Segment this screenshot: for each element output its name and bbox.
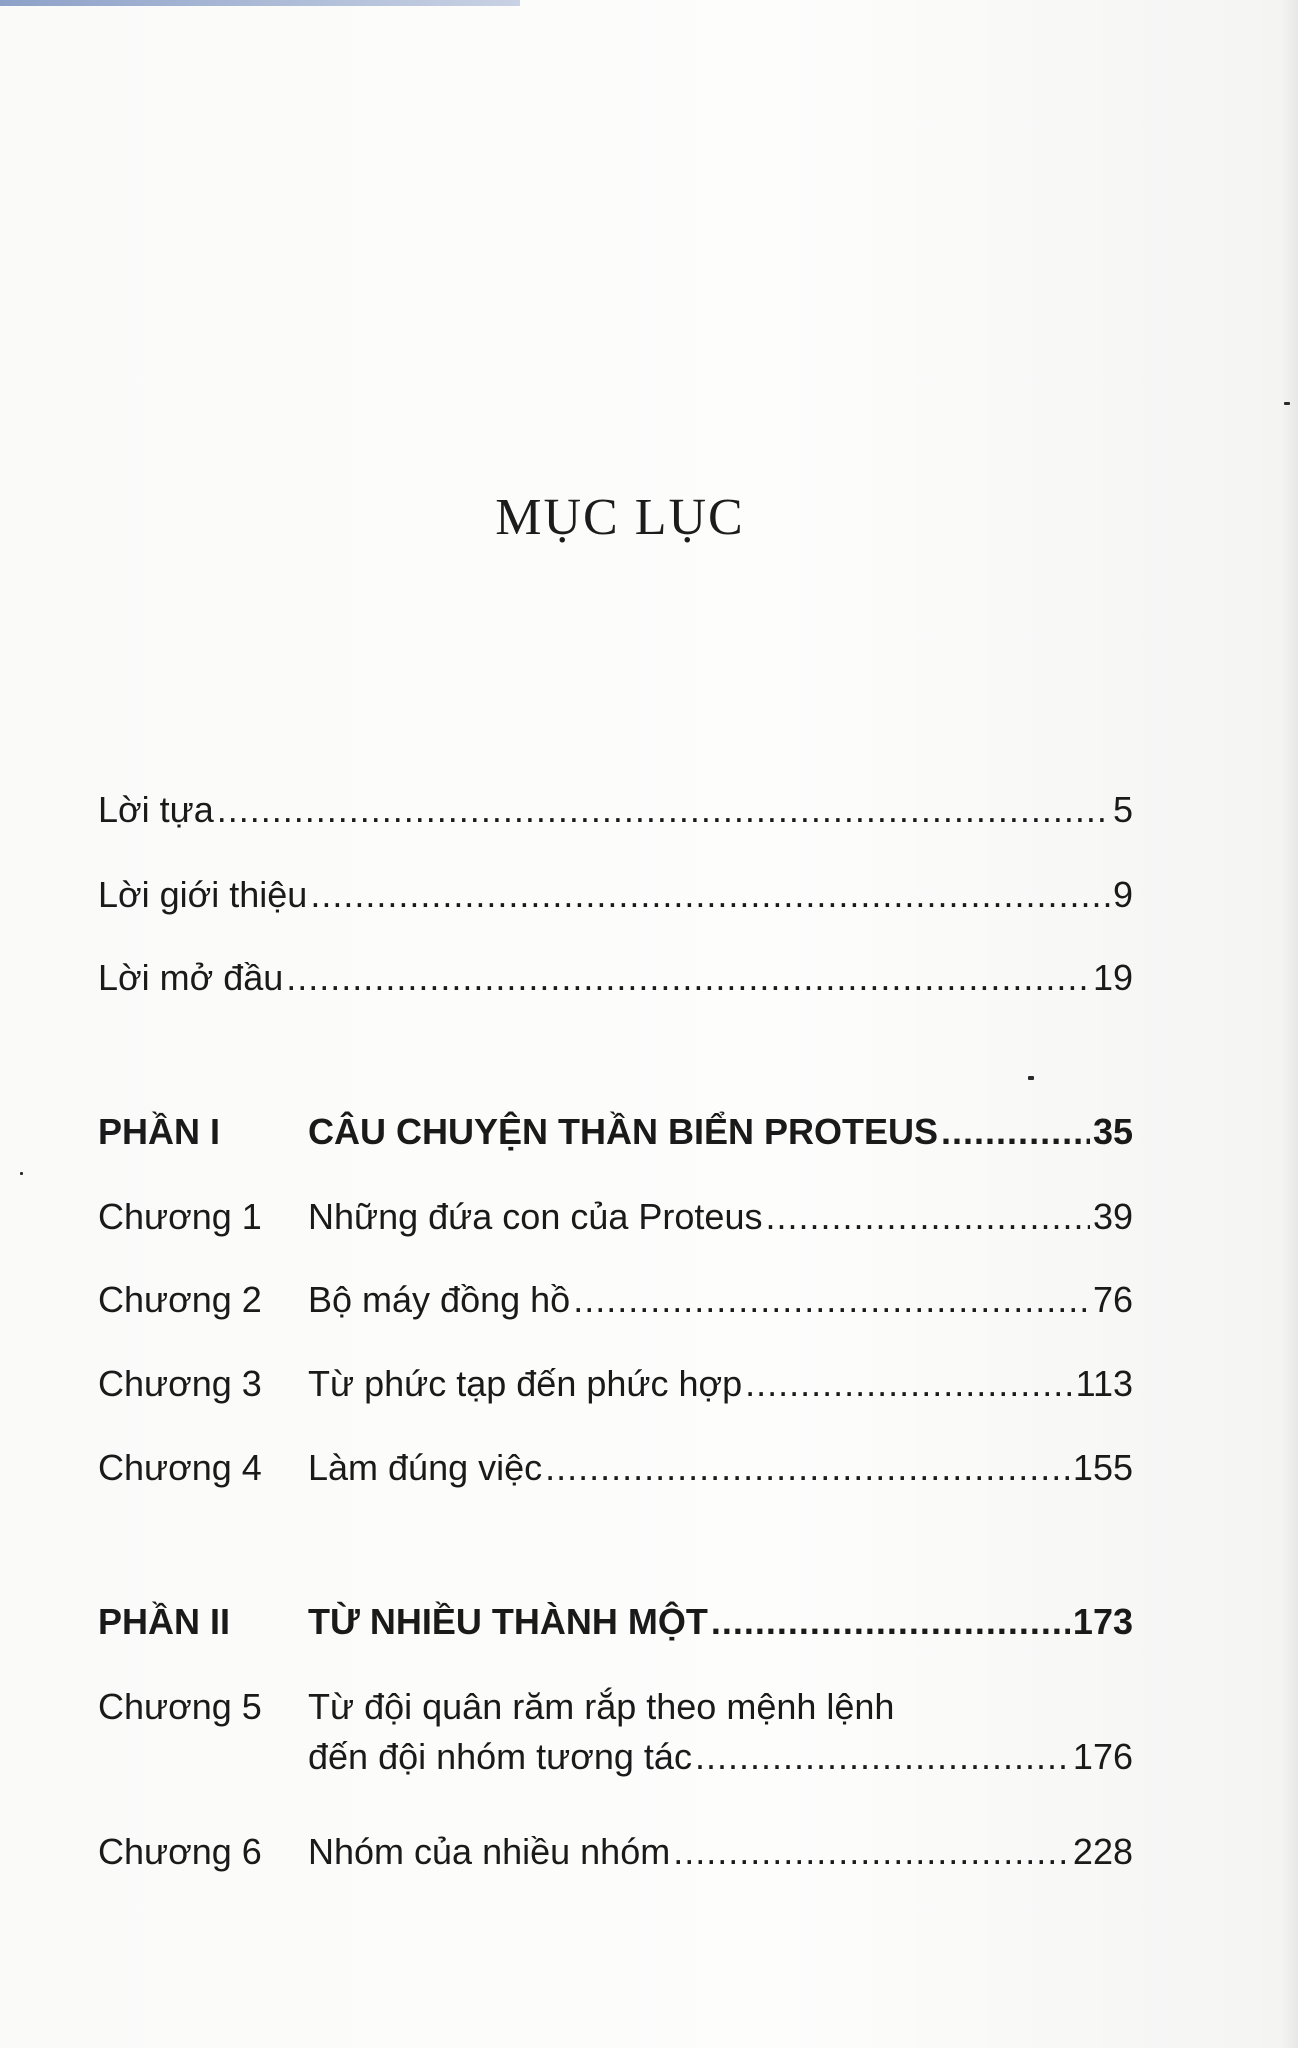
dot-leader [286,956,1090,1000]
toc-part-1[interactable] [98,1110,1133,1154]
toc-entry-loi-tua[interactable] [98,788,1133,832]
dot-leader [673,1830,1070,1874]
print-speck [20,1172,23,1175]
chapter-label: Chương 2 [98,1279,262,1320]
part-label: PHẦN I [98,1111,221,1152]
toc-page-number: 155 [1072,1447,1133,1488]
toc-page-number: 19 [1092,957,1133,998]
toc-page-number: 113 [1075,1363,1133,1404]
page-edge-shadow [1280,0,1298,2048]
chapter-title: Nhóm của nhiều nhóm [308,1831,671,1872]
toc-chapter-1[interactable] [98,1195,1133,1239]
part-title: CÂU CHUYỆN THẦN BIỂN PROTEUS [308,1111,939,1152]
chapter-title: Bộ máy đồng hồ [308,1279,571,1320]
toc-page-number: 176 [1072,1736,1133,1777]
toc-entry-loi-gioi-thieu[interactable] [98,873,1133,917]
chapter-label: Chương 4 [98,1447,262,1488]
dot-leader [745,1362,1072,1406]
toc-page-number: 35 [1092,1111,1133,1152]
toc-entry-title: Lời giới thiệu [98,874,308,915]
toc-entry-title: Lời tựa [98,789,214,830]
toc-page-number: 39 [1092,1196,1133,1237]
chapter-title-line-2: đến đội nhóm tương tác [308,1736,692,1777]
toc-chapter-5[interactable] [98,1685,1133,1779]
toc-entry-title: Lời mở đầu [98,957,284,998]
chapter-title: Từ phức tạp đến phức hợp [308,1363,743,1404]
toc-entry-loi-mo-dau[interactable] [98,956,1133,1000]
toc-page-number: 76 [1092,1279,1133,1320]
print-speck [1028,1076,1034,1080]
toc-page-number: 173 [1072,1601,1133,1642]
dot-leader [310,873,1110,917]
chapter-label: Chương 5 [98,1686,262,1727]
part-title: TỪ NHIỀU THÀNH MỘT [308,1601,708,1642]
part-label: PHẦN II [98,1601,231,1642]
toc-chapter-6[interactable] [98,1830,1133,1874]
toc-part-2[interactable] [98,1600,1133,1644]
chapter-title: Làm đúng việc [308,1447,543,1488]
dot-leader [711,1600,1070,1644]
dot-leader [217,788,1110,832]
print-speck [1284,402,1290,405]
chapter-label: Chương 6 [98,1831,262,1872]
toc-chapter-3[interactable] [98,1362,1133,1406]
toc-chapter-2[interactable] [98,1278,1133,1322]
toc-page-number: 9 [1112,874,1133,915]
page-title: MỤC LỤC [495,489,745,546]
dot-leader [573,1278,1090,1322]
chapter-label: Chương 1 [98,1196,262,1237]
dot-leader [695,1735,1070,1779]
chapter-title-line-1: Từ đội quân răm rắp theo mệnh lệnh [308,1686,895,1727]
dot-leader [545,1446,1070,1490]
dot-leader [765,1195,1089,1239]
toc-page-number: 228 [1072,1831,1133,1872]
top-edge-strip [0,0,520,6]
toc-page-number: 5 [1112,789,1133,830]
chapter-label: Chương 3 [98,1363,262,1404]
dot-leader [941,1110,1090,1154]
chapter-title: Những đứa con của Proteus [308,1196,763,1237]
toc-chapter-4[interactable] [98,1446,1133,1490]
